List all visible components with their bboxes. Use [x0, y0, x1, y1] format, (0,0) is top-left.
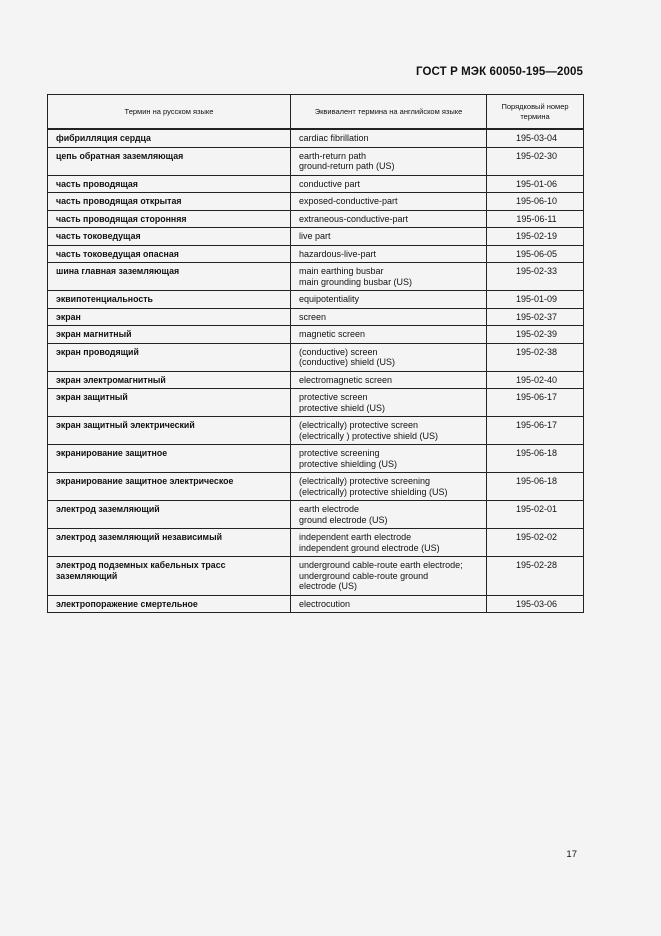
russian-term-cell: экран защитный электрический [48, 417, 291, 445]
table-row [48, 371, 584, 389]
term-number-cell: 195-02-02 [487, 529, 584, 557]
terms-table-body [48, 129, 584, 613]
russian-term-cell: экран магнитный [48, 326, 291, 344]
english-term-cell: earth-return path ground-return path (US) [291, 147, 487, 175]
english-term-cell: hazardous-live-part [291, 245, 487, 263]
english-term-cell: electrocution [291, 595, 487, 613]
english-term-cell: main earthing busbar main grounding busbar (US) [291, 263, 487, 291]
term-number-cell: 195-02-39 [487, 326, 584, 344]
term-number-cell: 195-01-06 [487, 175, 584, 193]
term-number-cell: 195-03-04 [487, 129, 584, 147]
english-term-cell: live part [291, 228, 487, 246]
russian-term-cell: экранирование защитное электрическое [48, 473, 291, 501]
term-number-cell: 195-06-05 [487, 245, 584, 263]
russian-term-cell: цепь обратная заземляющая [48, 147, 291, 175]
english-term-cell: exposed-conductive-part [291, 193, 487, 211]
table-row [48, 501, 584, 529]
table-row [48, 228, 584, 246]
english-term-cell: underground cable-route earth electrode; underground cable-route ground electrode (US) [291, 557, 487, 596]
english-term-cell: equipotentiality [291, 291, 487, 309]
english-term-cell: protective screen protective shield (US) [291, 389, 487, 417]
english-term-cell: magnetic screen [291, 326, 487, 344]
russian-term-cell: электрод заземляющий [48, 501, 291, 529]
table-row [48, 326, 584, 344]
russian-term-cell: часть проводящая открытая [48, 193, 291, 211]
table-row [48, 175, 584, 193]
table-row [48, 210, 584, 228]
russian-term-cell: эквипотенциальность [48, 291, 291, 309]
term-number-cell: 195-02-30 [487, 147, 584, 175]
russian-term-cell: электрод подземных кабельных трасс заземляющий [48, 557, 291, 596]
column-header-russian-term: Термин на русском языке [48, 95, 291, 130]
table-row [48, 417, 584, 445]
term-number-cell: 195-02-37 [487, 308, 584, 326]
english-term-cell: extraneous-conductive-part [291, 210, 487, 228]
russian-term-cell: электропоражение смертельное [48, 595, 291, 613]
russian-term-cell: экран [48, 308, 291, 326]
table-row [48, 557, 584, 596]
english-term-cell: (electrically) protective screening (electrically) protective shielding (US) [291, 473, 487, 501]
term-number-cell: 195-06-11 [487, 210, 584, 228]
term-number-cell: 195-06-18 [487, 473, 584, 501]
table-row [48, 129, 584, 147]
term-number-cell: 195-06-10 [487, 193, 584, 211]
english-term-cell: earth electrode ground electrode (US) [291, 501, 487, 529]
english-term-cell: (conductive) screen (conductive) shield (US) [291, 343, 487, 371]
term-number-cell: 195-06-17 [487, 389, 584, 417]
english-term-cell: (electrically) protective screen (electrically ) protective shield (US) [291, 417, 487, 445]
table-row [48, 343, 584, 371]
russian-term-cell: электрод заземляющий независимый [48, 529, 291, 557]
term-number-cell: 195-02-19 [487, 228, 584, 246]
russian-term-cell: шина главная заземляющая [48, 263, 291, 291]
english-term-cell: protective screening protective shielding (US) [291, 445, 487, 473]
page-number: 17 [566, 849, 577, 860]
column-header-english-equivalent: Эквивалент термина на английском языке [291, 95, 487, 130]
table-row [48, 389, 584, 417]
terms-table [47, 94, 584, 613]
russian-term-cell: часть токоведущая [48, 228, 291, 246]
term-number-cell: 195-06-17 [487, 417, 584, 445]
term-number-cell: 195-01-09 [487, 291, 584, 309]
table-row [48, 473, 584, 501]
term-number-cell: 195-03-06 [487, 595, 584, 613]
english-term-cell: conductive part [291, 175, 487, 193]
russian-term-cell: часть проводящая сторонняя [48, 210, 291, 228]
table-header-row [48, 95, 584, 130]
russian-term-cell: экран защитный [48, 389, 291, 417]
term-number-cell: 195-02-01 [487, 501, 584, 529]
table-row [48, 263, 584, 291]
russian-term-cell: часть токоведущая опасная [48, 245, 291, 263]
table-row [48, 147, 584, 175]
term-number-cell: 195-02-28 [487, 557, 584, 596]
term-number-cell: 195-02-40 [487, 371, 584, 389]
russian-term-cell: экран проводящий [48, 343, 291, 371]
russian-term-cell: часть проводящая [48, 175, 291, 193]
russian-term-cell: экранирование защитное [48, 445, 291, 473]
table-row [48, 245, 584, 263]
term-number-cell: 195-06-18 [487, 445, 584, 473]
english-term-cell: independent earth electrode independent ground electrode (US) [291, 529, 487, 557]
english-term-cell: cardiac fibrillation [291, 129, 487, 147]
table-row [48, 308, 584, 326]
english-term-cell: electromagnetic screen [291, 371, 487, 389]
english-term-cell: screen [291, 308, 487, 326]
standard-designation: ГОСТ Р МЭК 60050-195—2005 [416, 66, 583, 78]
table-row [48, 291, 584, 309]
russian-term-cell: экран электромагнитный [48, 371, 291, 389]
table-row [48, 445, 584, 473]
term-number-cell: 195-02-33 [487, 263, 584, 291]
table-row [48, 529, 584, 557]
russian-term-cell: фибрилляция сердца [48, 129, 291, 147]
column-header-term-number: Порядковый номер термина [487, 95, 584, 130]
term-number-cell: 195-02-38 [487, 343, 584, 371]
table-row [48, 595, 584, 613]
table-row [48, 193, 584, 211]
